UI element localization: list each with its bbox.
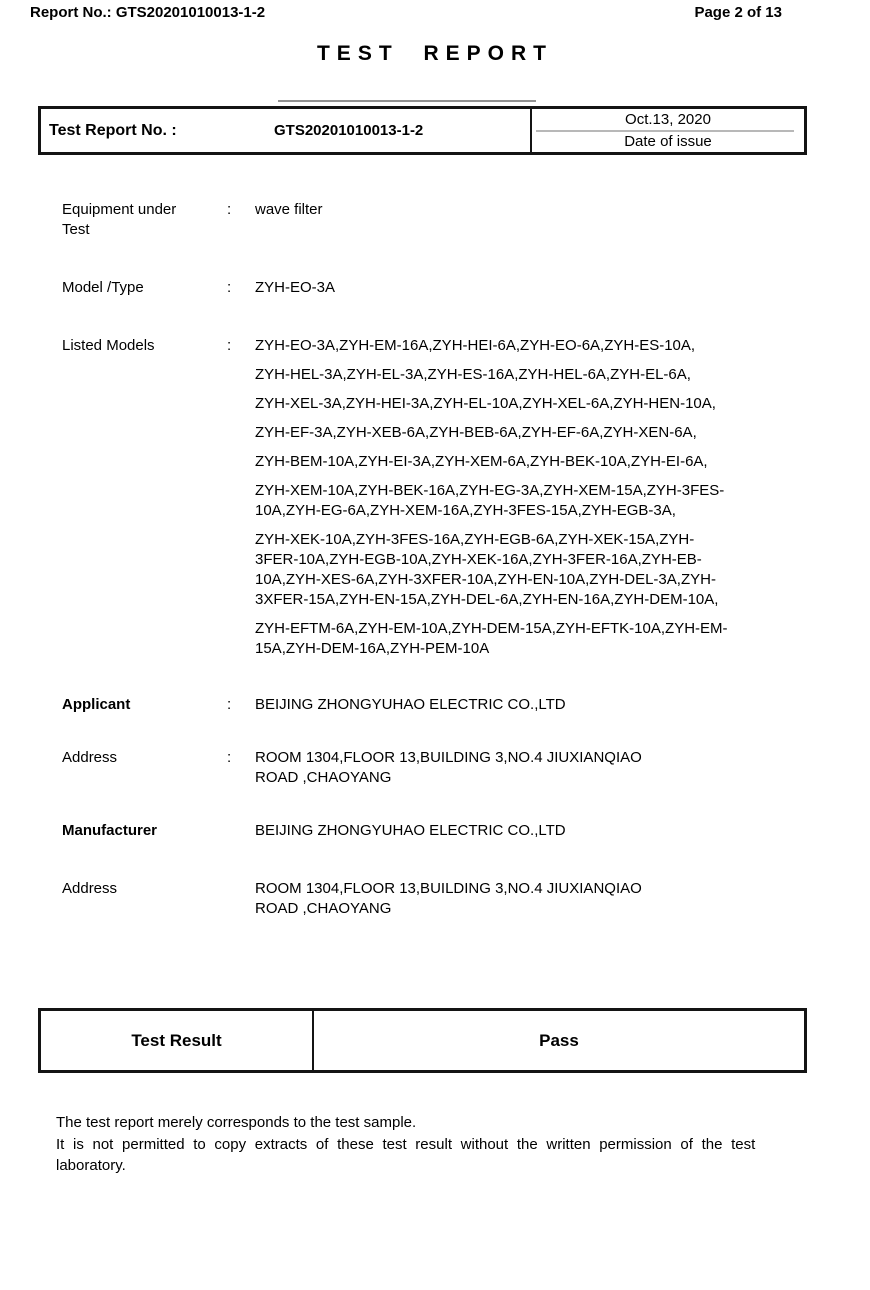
manufacturer-value: BEIJING ZHONGYUHAO ELECTRIC CO.,LTD bbox=[255, 822, 566, 839]
report-number-value: GTS20201010013-1-2 bbox=[274, 122, 424, 139]
equipment-value: wave filter bbox=[255, 201, 323, 218]
field-row-manufacturer-address bbox=[62, 879, 820, 919]
field-row-manufacturer bbox=[62, 821, 820, 841]
applicant-address-colon: : bbox=[227, 749, 232, 766]
issue-date-value: Oct.13, 2020 bbox=[625, 110, 711, 128]
report-number-label: Test Report No. : bbox=[49, 121, 177, 139]
model-value: ZYH-EO-3A bbox=[255, 279, 336, 296]
running-header-report-no: Report No.: GTS20201010013-1-2 bbox=[30, 4, 266, 21]
listed-models-value bbox=[255, 336, 820, 659]
applicant-address-label: Address bbox=[62, 749, 118, 766]
field-row-applicant bbox=[62, 695, 820, 715]
applicant-value: BEIJING ZHONGYUHAO ELECTRIC CO.,LTD bbox=[255, 696, 566, 713]
scan-artifact-line bbox=[278, 100, 536, 102]
test-result-table bbox=[38, 1008, 807, 1073]
applicant-colon: : bbox=[227, 696, 232, 713]
listed-models-paragraph: ZYH-XEM-10A,ZYH-BEK-16A,ZYH-EG-3A,ZYH-XEM-15A,ZYH-3FES- 10A,ZYH-EG-6A,ZYH-XEM-16A,ZYH-3FES-15A,ZYH-EGB-3A, bbox=[255, 482, 725, 519]
listed-models-paragraph: ZYH-EO-3A,ZYH-EM-16A,ZYH-HEI-6A,ZYH-EO-6A,ZYH-ES-10A, bbox=[255, 337, 696, 354]
test-result-label: Test Result bbox=[41, 1011, 314, 1070]
manufacturer-address-value: ROOM 1304,FLOOR 13,BUILDING 3,NO.4 JIUXIANQIAO ROAD ,CHAOYANG bbox=[255, 880, 642, 917]
footer-line-2: It is not permitted to copy extracts of these test result without the written permission of the test bbox=[56, 1135, 756, 1153]
listed-models-label: Listed Models bbox=[62, 337, 155, 354]
footer-note bbox=[56, 1112, 857, 1177]
listed-models-paragraph: ZYH-XEL-3A,ZYH-HEI-3A,ZYH-EL-10A,ZYH-XEL-6A,ZYH-HEN-10A, bbox=[255, 395, 716, 412]
footer-line-1: The test report merely corresponds to the test sample. bbox=[56, 1114, 417, 1131]
listed-models-paragraph: ZYH-BEM-10A,ZYH-EI-3A,ZYH-XEM-6A,ZYH-BEK-10A,ZYH-EI-6A, bbox=[255, 453, 708, 470]
listed-models-colon: : bbox=[227, 337, 232, 354]
applicant-label: Applicant bbox=[62, 696, 131, 713]
field-row-applicant-address bbox=[62, 748, 820, 788]
applicant-address-value: ROOM 1304,FLOOR 13,BUILDING 3,NO.4 JIUXIANQIAO ROAD ,CHAOYANG bbox=[255, 749, 642, 786]
listed-models-paragraph: ZYH-EF-3A,ZYH-XEB-6A,ZYH-BEB-6A,ZYH-EF-6A,ZYH-XEN-6A, bbox=[255, 424, 697, 441]
model-label: Model /Type bbox=[62, 279, 144, 296]
equipment-colon: : bbox=[227, 201, 232, 218]
field-row-listed-models bbox=[62, 336, 820, 659]
listed-models-paragraph: ZYH-HEL-3A,ZYH-EL-3A,ZYH-ES-16A,ZYH-HEL-6A,ZYH-EL-6A, bbox=[255, 366, 691, 383]
field-row-model bbox=[62, 278, 820, 298]
report-number-table bbox=[38, 106, 807, 155]
model-colon: : bbox=[227, 279, 232, 296]
report-number-cell bbox=[41, 109, 532, 152]
page-title: TEST REPORT bbox=[316, 42, 553, 65]
listed-models-paragraph: ZYH-EFTM-6A,ZYH-EM-10A,ZYH-DEM-15A,ZYH-EFTK-10A,ZYH-EM- 15A,ZYH-DEM-16A,ZYH-PEM-10A bbox=[255, 620, 728, 657]
date-of-issue-cell bbox=[532, 109, 804, 152]
running-header-page-number: Page 2 of 13 bbox=[694, 4, 782, 21]
listed-models-paragraph: ZYH-XEK-10A,ZYH-3FES-16A,ZYH-EGB-6A,ZYH-XEK-15A,ZYH- 3FER-10A,ZYH-EGB-10A,ZYH-XEK-16A,ZYH-3FER-16A,ZYH-EB- 10A,ZYH-XES-6A,ZYH-3XFER-10A,ZYH-EN-10A,ZYH-DEL-3A,ZYH- 3XFER-15A,ZYH-EN-15A,ZYH-DEL-6A,ZYH-EN-16A,ZYH-DEM-10A, bbox=[255, 531, 719, 608]
test-result-value: Pass bbox=[539, 1030, 579, 1050]
field-row-equipment bbox=[62, 200, 820, 240]
manufacturer-label: Manufacturer bbox=[62, 822, 158, 839]
issue-date-label: Date of issue bbox=[624, 133, 712, 151]
footer-line-3: laboratory. bbox=[56, 1157, 126, 1174]
equipment-label: Equipment under Test bbox=[62, 201, 177, 238]
manufacturer-address-label: Address bbox=[62, 880, 118, 897]
